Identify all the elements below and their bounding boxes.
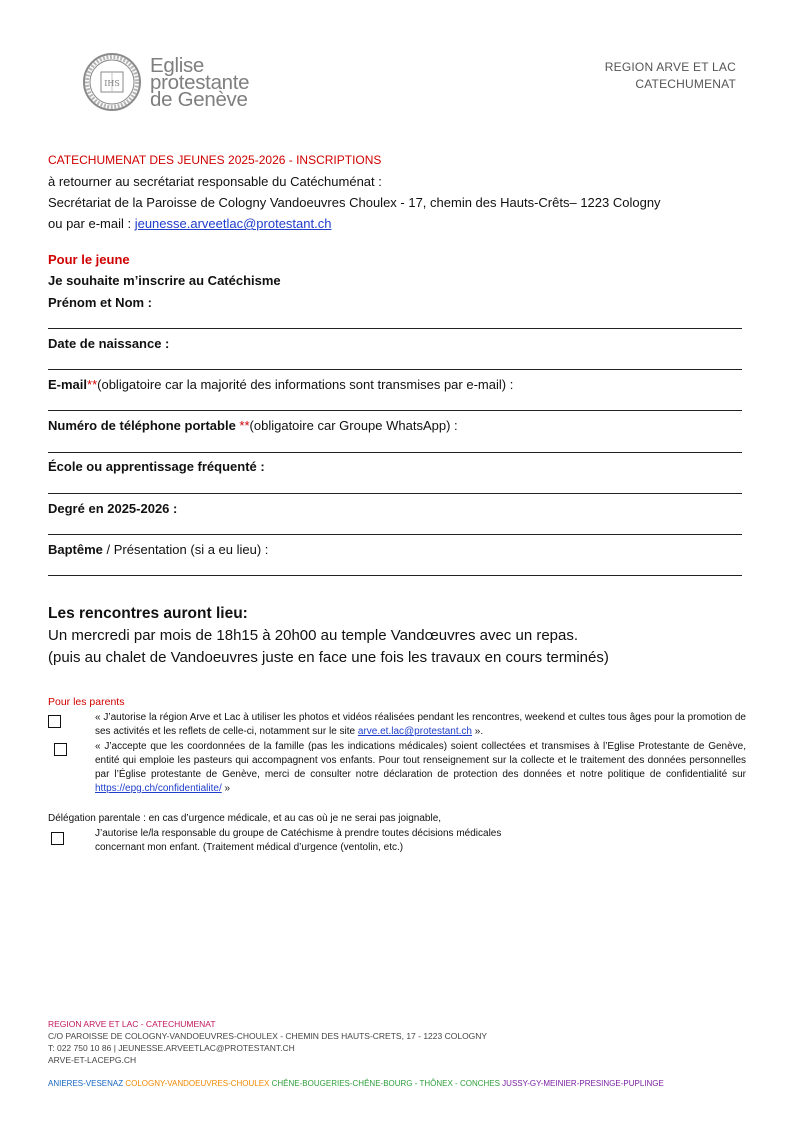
- logo-line-1: Eglise: [150, 53, 205, 77]
- field-grade-label: Degré en 2025-2026 :: [48, 501, 178, 516]
- field-phone-note: (obligatoire car Groupe WhatsApp) :: [249, 418, 458, 433]
- parish-1: ANIERES-VESENAZ: [48, 1079, 126, 1088]
- field-baptism-label: [48, 542, 268, 557]
- field-birth-label: Date de naissance :: [48, 336, 170, 351]
- seal-text: IHS: [104, 79, 120, 88]
- delegation-text: [95, 827, 501, 855]
- rencontres-line-1: Un mercredi par mois de 18h15 à 20h00 au temple Vandœuvres avec un repas.: [48, 627, 579, 644]
- consent-photos-checkbox[interactable]: [48, 715, 61, 728]
- field-phone-stars: **: [239, 418, 250, 433]
- header-line-1: REGION ARVE ET LAC: [604, 60, 736, 74]
- parish-3: CHÊNE-BOUGERIES-CHÊNE-BOURG - THÔNEX - CONCHES: [271, 1079, 503, 1088]
- footer-parishes: [48, 1079, 664, 1088]
- intro-email-prefix: ou par e-mail :: [48, 216, 135, 231]
- field-email-stars: **: [87, 377, 98, 392]
- consent-photos-text: [95, 711, 746, 739]
- field-baptism-title: Baptême: [48, 542, 103, 557]
- consent-data-text: [95, 740, 746, 796]
- delegation-line-1: J’autorise le/la responsable du groupe de Catéchisme à prendre toutes décisions médicales: [95, 828, 502, 839]
- logo-line-2: protestante: [150, 70, 250, 94]
- footer-title: REGION ARVE ET LAC - CATECHUMENAT: [48, 1019, 216, 1029]
- parish-4: JUSSY-GY-MEINIER-PRESINGE-PUPLINGE: [502, 1079, 664, 1088]
- field-phone-title: Numéro de téléphone portable: [48, 418, 240, 433]
- field-name-line[interactable]: [48, 328, 742, 329]
- consent-data-link[interactable]: https://epg.ch/confidentialite/: [95, 783, 222, 794]
- footer-contact: T: 022 750 10 86 | JEUNESSE.ARVEETLAC@PROTESTANT.CH: [48, 1043, 295, 1053]
- delegation-checkbox[interactable]: [51, 832, 64, 845]
- field-phone-label: [48, 418, 458, 433]
- footer-site: ARVE-ET-LACEPG.CH: [48, 1055, 137, 1065]
- rencontres-line-2: (puis au chalet de Vandoeuvres juste en face une fois les travaux en cours terminés): [48, 649, 609, 666]
- consent-photos-link[interactable]: arve.et.lac@protestant.ch: [357, 726, 472, 737]
- field-phone-line[interactable]: [48, 452, 742, 453]
- field-email-note: (obligatoire car la majorité des informations sont transmises par e-mail) :: [97, 377, 514, 392]
- consent-photos-body: « J’autorise la région Arve et Lac à utiliser les photos et vidéos réalisées pendant les rencontres, weekend et cultes tous âges pour la promotion de ses activités et les reflets de celle-ci, notamment sur le site: [95, 712, 746, 737]
- consent-data-end: »: [221, 783, 231, 794]
- field-school-label: École ou apprentissage fréquenté :: [48, 459, 265, 474]
- intro-line-2: Secrétariat de la Paroisse de Cologny Vandoeuvres Choulex - 17, chemin des Hauts-Crêts– 1223 Cologny: [48, 195, 661, 210]
- form-title: CATECHUMENAT DES JEUNES 2025-2026 - INSCRIPTIONS: [48, 153, 382, 167]
- consent-data-body: « J’accepte que les coordonnées de la famille (pas les indications médicales) soient collectées et transmises à l’Eglise Protestante de Genève, entité qui emploie les pasteurs qui accompagnent vos enfants. Pour tout renseignement sur la collecte et le traitement des données personnelles par l’Église protestante de Genève, merci de consulter notre déclaration de protection des données et notre politique de confidentialité sur: [95, 741, 746, 780]
- section-jeune-title: Pour le jeune: [48, 252, 130, 267]
- field-baptism-note: / Présentation (si a eu lieu) :: [102, 542, 269, 557]
- intro-line-1: à retourner au secrétariat responsable du Catéchuménat :: [48, 174, 382, 189]
- delegation-line-2: concernant mon enfant. (Traitement médical d’urgence (ventolin, etc.): [95, 842, 404, 853]
- logo: [82, 52, 249, 112]
- section-jeune-subtitle: Je souhaite m’inscrire au Catéchisme: [48, 273, 281, 288]
- intro-block: [48, 150, 661, 234]
- field-school-line[interactable]: [48, 493, 742, 494]
- consent-data-checkbox[interactable]: [54, 743, 67, 756]
- rencontres-block: [48, 603, 609, 669]
- field-grade-line[interactable]: [48, 534, 742, 535]
- intro-line-3: [48, 213, 661, 234]
- delegation-intro: Délégation parentale : en cas d’urgence médicale, et au cas où je ne serai pas joignable,: [48, 813, 442, 824]
- header-line-2: CATECHUMENAT: [635, 77, 736, 91]
- seal-icon: [82, 52, 142, 112]
- logo-line-3: de Genève: [150, 87, 248, 111]
- field-baptism-line[interactable]: [48, 575, 742, 576]
- logo-text: [150, 53, 250, 111]
- section-parents-title: Pour les parents: [48, 696, 125, 708]
- field-email-line[interactable]: [48, 410, 742, 411]
- intro-email-link[interactable]: jeunesse.arveetlac@protestant.ch: [134, 216, 332, 231]
- footer: [48, 1018, 487, 1066]
- rencontres-heading: Les rencontres auront lieu:: [48, 605, 248, 622]
- field-email-label: [48, 377, 513, 392]
- footer-address: C/O PAROISSE DE COLOGNY-VANDOEUVRES-CHOULEX - CHEMIN DES HAUTS-CRETS, 17 - 1223 COLOGNY: [48, 1031, 488, 1041]
- header-region: [605, 59, 736, 93]
- field-email-title: E-mail: [48, 377, 88, 392]
- consent-photos-end: ».: [472, 726, 484, 737]
- field-birth-line[interactable]: [48, 369, 742, 370]
- field-name-label: Prénom et Nom :: [48, 295, 153, 310]
- parish-2: COLOGNY-VANDOEUVRES-CHOULEX: [125, 1079, 272, 1088]
